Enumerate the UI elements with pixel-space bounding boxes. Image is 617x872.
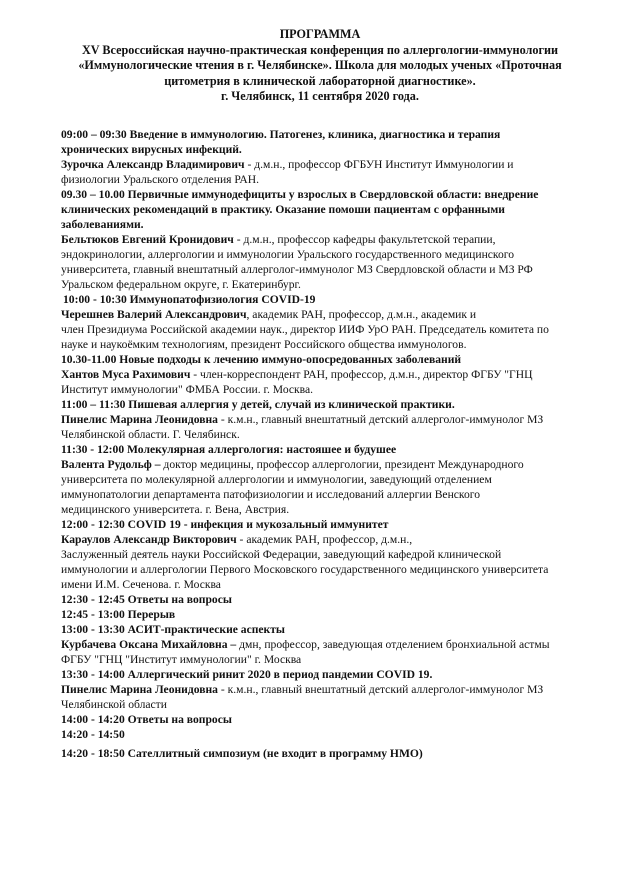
session-title: 09.30 – 10.00 Первичные иммунодефициты у взрослых в Свердловской области: внедрение	[61, 188, 539, 201]
speaker-credentials: - к.м.н., главный внештатный детский аллерголог-иммунолог МЗ	[217, 683, 544, 696]
speaker-credentials: - член-корреспондент РАН, профессор, д.м.н., директор ФГБУ "ГНЦ	[190, 368, 533, 381]
session-title: 14:20 - 14:50	[61, 728, 125, 741]
session-title: 14:20 - 18:50 Сателлитный симпозиум (не входит в программу НМО)	[61, 747, 423, 760]
speaker-credentials: университета, главный внештатный аллерголог-иммунолог МЗ Свердловской области и МЗ РФ	[61, 263, 533, 276]
speaker-name: Пинелис Марина Леонидовна	[61, 683, 218, 696]
speaker-credentials: - академик РАН, профессор, д.м.н.,	[236, 533, 413, 546]
speaker-credentials: Челябинской области. Г. Челябинск.	[61, 428, 240, 441]
speaker-credentials: - к.м.н., главный внештатный детский аллерголог-иммунолог МЗ	[217, 413, 544, 426]
speaker-name: Хантов Муса Рахимович	[61, 368, 191, 381]
speaker-credentials: , академик РАН, профессор, д.м.н., академик и	[246, 308, 477, 321]
speaker-credentials: доктор медицины, профессор аллергологии, президент Международного	[160, 458, 524, 471]
session-title: 14:00 - 14:20 Ответы на вопросы	[61, 713, 232, 726]
session-title: 13:00 - 13:30 АСИТ-практические аспекты	[61, 623, 285, 636]
session-title: заболеваниями.	[61, 218, 144, 231]
speaker-credentials: иммунопатологии департамента патофизиологии и исследований аллергии Венского	[61, 488, 481, 501]
speaker-line	[61, 532, 601, 547]
session-title: хронических вирусных инфекций.	[61, 143, 242, 156]
speaker-line	[61, 457, 601, 472]
speaker-name: Курбачева Оксана Михайловна –	[61, 638, 237, 651]
speaker-credentials: Челябинской области	[61, 698, 167, 711]
program-header	[40, 27, 600, 105]
session-title: 10.30-11.00 Новые подходы к лечению иммуно-опосредованных заболеваний	[61, 353, 462, 366]
speaker-line	[61, 682, 601, 697]
session-title: 10:00 - 10:30 Иммунопатофизиология COVID-19	[63, 293, 316, 306]
speaker-name: Пинелис Марина Леонидовна	[61, 413, 218, 426]
session-title: 11:30 - 12:00 Молекулярная аллергология: настояшее и будушее	[61, 443, 397, 456]
speaker-line	[61, 412, 601, 427]
speaker-credentials: физиологии Уральского отделения РАН.	[61, 173, 260, 186]
speaker-credentials: университета по молекулярной аллергологии и иммунологии, заведующий отделением	[61, 473, 492, 486]
speaker-line	[61, 157, 601, 172]
speaker-credentials: ФГБУ "ГНЦ "Институт иммунологии" г. Москва	[61, 653, 302, 666]
speaker-credentials: Уральском федеральном округе, г. Екатеринбург.	[61, 278, 301, 291]
speaker-name: Караулов Александр Викторович	[61, 533, 237, 546]
session-title: 12:45 - 13:00 Перерыв	[61, 608, 176, 621]
speaker-line	[61, 637, 601, 652]
conference-name-line-3: цитометрия в клинической лабораторной диагностике».	[164, 73, 476, 88]
session-title: клинических рекомендаций в практику. Оказание помоши пациентам с орфанными	[61, 203, 505, 216]
program-schedule	[61, 127, 601, 761]
session-item	[61, 712, 601, 727]
speaker-line	[61, 367, 601, 382]
session-item	[61, 727, 601, 742]
speaker-credentials: иммунологии и аллергологии Первого Московского государственного медицинского университета	[61, 563, 549, 576]
speaker-name: Зурочка Александр Владимирович	[61, 158, 245, 171]
session-item	[61, 292, 601, 352]
speaker-credentials: - д.м.н., профессор кафедры факультетской терапии,	[233, 233, 496, 246]
session-item	[61, 746, 601, 761]
speaker-name: Валента Рудольф –	[61, 458, 161, 471]
session-item	[61, 667, 601, 712]
speaker-credentials: дмн, профессор, заведующая отделением бронхиальной астмы	[236, 638, 550, 651]
speaker-credentials: - д.м.н., профессор ФГБУН Институт Иммунологии и	[244, 158, 514, 171]
speaker-credentials: медицинского университета. г. Вена, Австрия.	[61, 503, 290, 516]
session-item	[61, 352, 601, 397]
session-item	[61, 517, 601, 592]
session-item	[61, 127, 601, 187]
session-title: 12:30 - 12:45 Ответы на вопросы	[61, 593, 232, 606]
speaker-credentials: науке и наукоёмким технологиям, президент Российского общества иммунологов.	[61, 338, 467, 351]
speaker-credentials: Институт иммунологии" ФМБА России. г. Москва.	[61, 383, 314, 396]
session-title: 13:30 - 14:00 Аллергический ринит 2020 в период пандемии COVID 19.	[61, 668, 433, 681]
speaker-credentials: Заслуженный деятель науки Российской Федерации, заведующий кафедрой клинической	[61, 548, 502, 561]
session-item	[61, 607, 601, 622]
session-title: 11:00 – 11:30 Пишевая аллергия у детей, случай из клинической практики.	[61, 398, 455, 411]
session-item	[61, 592, 601, 607]
conference-place-date: г. Челябинск, 11 сентября 2020 года.	[221, 89, 419, 103]
speaker-credentials: член Президиума Российской академии наук., директор ИИФ УрО РАН. Председатель комитета по	[61, 323, 549, 336]
speaker-line	[61, 307, 601, 322]
session-item	[61, 397, 601, 442]
conference-name-line-1: XV Всероссийская научно-практическая конференция по аллергологии-иммунологии	[81, 42, 559, 57]
session-title: 12:00 - 12:30 COVID 19 - инфекция и мукозальный иммунитет	[61, 518, 389, 531]
speaker-credentials: эндокринологии, аллергологии и иммунологии Уральского государственного медицинского	[61, 248, 515, 261]
session-item	[61, 622, 601, 667]
program-title: ПРОГРАММА	[279, 27, 361, 41]
session-item	[61, 442, 601, 517]
conference-name-line-2: «Иммунологические чтения в г. Челябинске». Школа для молодых ученых «Проточная	[78, 58, 562, 72]
session-title: 09:00 – 09:30 Введение в иммунологию. Патогенез, клиника, диагностика и терапия	[61, 128, 501, 141]
speaker-credentials: имени И.М. Сеченова. г. Москва	[61, 578, 221, 591]
speaker-name: Черешнев Валерий Александрович	[61, 308, 247, 321]
speaker-name: Бельтюков Евгений Кронидович	[61, 233, 234, 246]
speaker-line	[61, 232, 601, 247]
session-item	[61, 187, 601, 292]
